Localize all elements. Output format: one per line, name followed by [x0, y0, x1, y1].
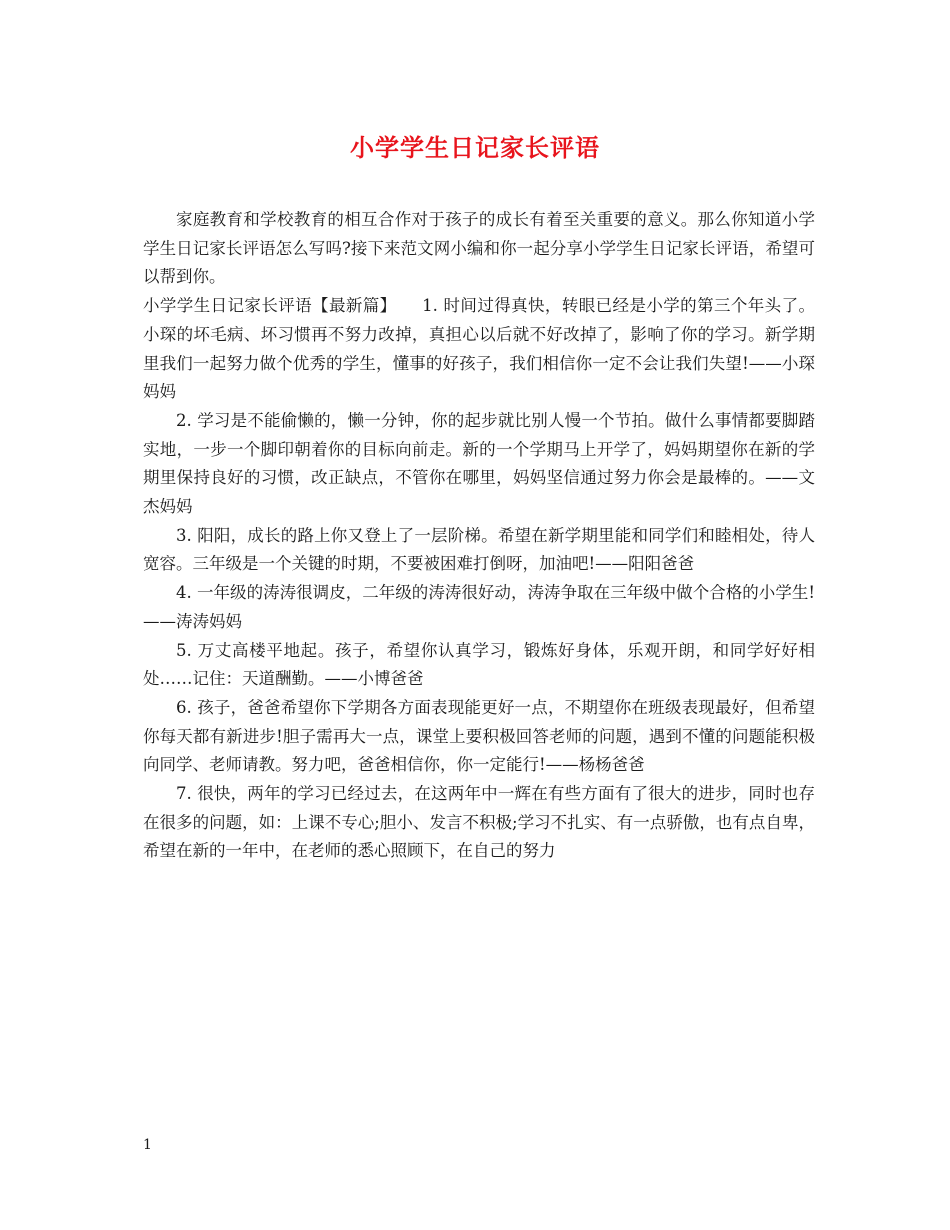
section-heading-paragraph: 小学学生日记家长评语【最新篇】 1. 时间过得真快，转眼已经是小学的第三个年头了。小琛的坏毛病、坏习惯再不努力改掉，真担心以后就不好改掉了，影响了你的学习。新学期里我们一起努力做个优秀的学生，懂事的好孩子，我们相信你一定不会让我们失望!——小琛妈妈 [143, 296, 815, 402]
comment-item-7: 7. 很快，两年的学习已经过去，在这两年中一辉在有些方面有了很大的进步，同时也存在很多的问题，如：上课不专心;胆小、发言不积极;学习不扎实、有一点骄傲，也有点自卑，希望在新的一年中，在老师的悉心照顾下，在自己的努力 [143, 784, 815, 861]
document-title: 小学学生日记家长评语 [350, 133, 600, 162]
comment-item-6: 6. 孩子，爸爸希望你下学期各方面表现能更好一点，不期望你在班级表现最好，但希望你每天都有新进步!胆子需再大一点，课堂上要积极回答老师的问题，遇到不懂的问题能积极向同学、老师请教。努力吧，爸爸相信你，你一定能行!——杨杨爸爸 [143, 697, 815, 775]
comment-item-5: 5. 万丈高楼平地起。孩子，希望你认真学习，锻炼好身体，乐观开朗，和同学好好相处……记住：天道酬勤。——小博爸爸 [143, 640, 815, 689]
comment-item-4: 4. 一年级的涛涛很调皮，二年级的涛涛很好动，涛涛争取在三年级中做个合格的小学生!——涛涛妈妈 [143, 583, 815, 631]
page-number: 1 [143, 1137, 152, 1153]
comment-item-3: 3. 阳阳，成长的路上你又登上了一层阶梯。希望在新学期里能和同学们和睦相处，待人宽容。三年级是一个关键的时期，不要被困难打倒呀，加油吧!——阳阳爸爸 [143, 525, 815, 574]
intro-paragraph: 家庭教育和学校教育的相互合作对于孩子的成长有着至关重要的意义。那么你知道小学学生日记家长评语怎么写吗?接下来范文网小编和你一起分享小学学生日记家长评语，希望可以帮到你。 [143, 210, 815, 287]
comment-item-2: 2. 学习是不能偷懒的，懒一分钟，你的起步就比别人慢一个节拍。做什么事情都要脚踏实地，一步一个脚印朝着你的目标向前走。新的一个学期马上开学了，妈妈期望你在新的学期里保持良好的习惯，改正缺点，不管你在哪里，妈妈坚信通过努力你会是最棒的。——文杰妈妈 [143, 410, 815, 517]
document-body [143, 206, 815, 866]
